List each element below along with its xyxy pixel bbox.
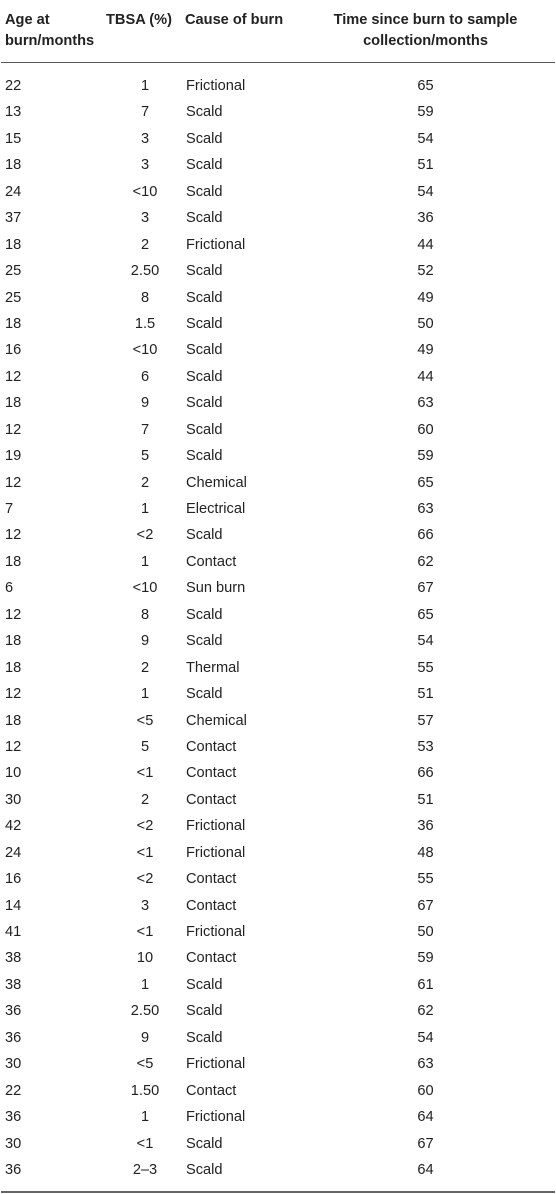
- cell-time: 67: [417, 580, 434, 597]
- cell-tbsa: 1: [140, 553, 150, 570]
- cell-age: 13: [5, 104, 22, 121]
- cell-cause: Scald: [186, 210, 223, 227]
- table-row: [1, 417, 555, 443]
- cell-tbsa: <2: [136, 871, 154, 888]
- cell-time: 63: [417, 1056, 434, 1073]
- cell-time: 51: [417, 686, 434, 703]
- cell-tbsa: <1: [136, 844, 154, 861]
- cell-tbsa: 7: [140, 104, 150, 121]
- cell-tbsa: 2: [140, 659, 150, 676]
- table-row: [1, 390, 555, 416]
- cell-time: 67: [417, 1135, 434, 1152]
- cell-cause: Scald: [186, 368, 223, 385]
- cell-age: 18: [5, 395, 22, 412]
- table-row: [1, 179, 555, 205]
- header-time-line1: Time since burn to sample: [333, 12, 518, 28]
- cell-cause: Scald: [186, 395, 223, 412]
- cell-age: 6: [5, 580, 14, 597]
- table-row: [1, 998, 555, 1024]
- cell-tbsa: 9: [140, 395, 150, 412]
- table-row: [1, 866, 555, 892]
- cell-age: 12: [5, 686, 22, 703]
- cell-time: 57: [417, 712, 434, 729]
- cell-tbsa: 6: [140, 368, 150, 385]
- table-row: [1, 681, 555, 707]
- cell-age: 36: [5, 1161, 22, 1178]
- cell-cause: Contact: [186, 738, 237, 755]
- cell-tbsa: 1: [140, 1109, 150, 1126]
- cell-tbsa: 3: [140, 210, 150, 227]
- cell-tbsa: 3: [140, 130, 150, 147]
- table-row: [1, 893, 555, 919]
- cell-tbsa: 5: [140, 448, 150, 465]
- cell-tbsa: 2.50: [130, 263, 160, 280]
- table-body: [1, 63, 555, 1183]
- header-time-line2: collection/months: [363, 33, 488, 49]
- cell-cause: Scald: [186, 104, 223, 121]
- cell-cause: Scald: [186, 448, 223, 465]
- cell-time: 59: [417, 448, 434, 465]
- table-row: [1, 919, 555, 945]
- table-row: [1, 575, 555, 601]
- burn-data-table: [1, 0, 555, 1193]
- cell-tbsa: 2: [140, 236, 150, 253]
- cell-cause: Scald: [186, 421, 223, 438]
- cell-age: 16: [5, 342, 22, 359]
- cell-tbsa: <5: [136, 712, 154, 729]
- table-row: [1, 470, 555, 496]
- table-row: [1, 840, 555, 866]
- cell-time: 55: [417, 871, 434, 888]
- table-row: [1, 945, 555, 971]
- table-row: [1, 760, 555, 786]
- cell-time: 65: [417, 78, 434, 94]
- table-row: [1, 1078, 555, 1104]
- cell-time: 65: [417, 474, 434, 491]
- cell-age: 12: [5, 606, 22, 623]
- table-row: [1, 972, 555, 998]
- table-bottom-rule: [1, 1191, 555, 1193]
- cell-time: 64: [417, 1161, 434, 1178]
- cell-cause: Scald: [186, 289, 223, 306]
- cell-cause: Contact: [186, 897, 237, 914]
- cell-time: 60: [417, 1082, 434, 1099]
- cell-age: 24: [5, 844, 22, 861]
- table-row: [1, 655, 555, 681]
- cell-tbsa: 2–3: [132, 1161, 158, 1178]
- cell-tbsa: <10: [132, 342, 158, 359]
- cell-age: 22: [5, 78, 22, 94]
- cell-cause: Scald: [186, 1003, 223, 1020]
- cell-tbsa: <2: [136, 818, 154, 835]
- table-row: [1, 258, 555, 284]
- table-row: [1, 813, 555, 839]
- header-age-line2: burn/months: [5, 33, 95, 49]
- cell-time: 49: [417, 342, 434, 359]
- cell-tbsa: 9: [140, 633, 150, 650]
- cell-cause: Chemical: [186, 712, 247, 729]
- cell-time: 59: [417, 950, 434, 967]
- cell-time: 44: [417, 236, 434, 253]
- cell-cause: Scald: [186, 130, 223, 147]
- cell-age: 18: [5, 712, 22, 729]
- cell-time: 62: [417, 553, 434, 570]
- table-row: [1, 496, 555, 522]
- cell-age: 12: [5, 474, 22, 491]
- cell-tbsa: 3: [140, 897, 150, 914]
- table-row: [1, 73, 555, 99]
- cell-age: 12: [5, 738, 22, 755]
- cell-tbsa: 2: [140, 474, 150, 491]
- cell-time: 50: [417, 315, 434, 332]
- cell-cause: Contact: [186, 791, 237, 808]
- table-row: [1, 1025, 555, 1051]
- header-age-line1: Age at: [5, 12, 50, 28]
- cell-time: 65: [417, 606, 434, 623]
- cell-age: 7: [5, 501, 14, 517]
- cell-age: 24: [5, 183, 22, 200]
- cell-cause: Contact: [186, 553, 237, 570]
- cell-tbsa: <2: [136, 527, 154, 544]
- cell-time: 61: [417, 976, 434, 993]
- cell-age: 19: [5, 448, 22, 465]
- cell-time: 66: [417, 527, 434, 544]
- cell-cause: Scald: [186, 633, 223, 650]
- cell-tbsa: 5: [140, 738, 150, 755]
- table-row: [1, 311, 555, 337]
- cell-cause: Contact: [186, 871, 237, 888]
- table-row: [1, 787, 555, 813]
- cell-age: 16: [5, 871, 22, 888]
- cell-cause: Scald: [186, 342, 223, 359]
- cell-age: 42: [5, 818, 22, 835]
- cell-age: 36: [5, 1029, 22, 1046]
- cell-cause: Sun burn: [186, 580, 246, 597]
- cell-time: 62: [417, 1003, 434, 1020]
- cell-cause: Frictional: [186, 236, 246, 253]
- cell-cause: Frictional: [186, 1109, 246, 1126]
- cell-time: 63: [417, 501, 434, 517]
- cell-tbsa: 1: [140, 686, 150, 703]
- cell-time: 67: [417, 897, 434, 914]
- cell-time: 53: [417, 738, 434, 755]
- table-row: [1, 285, 555, 311]
- table-row: [1, 364, 555, 390]
- cell-age: 30: [5, 1056, 22, 1073]
- cell-time: 64: [417, 1109, 434, 1126]
- cell-age: 36: [5, 1003, 22, 1020]
- cell-cause: Frictional: [186, 1056, 246, 1073]
- cell-time: 50: [417, 924, 434, 940]
- cell-cause: Contact: [186, 950, 237, 967]
- cell-age: 30: [5, 791, 22, 808]
- cell-cause: Scald: [186, 183, 223, 200]
- cell-tbsa: <10: [132, 183, 158, 200]
- cell-time: 49: [417, 289, 434, 306]
- cell-cause: Scald: [186, 976, 223, 993]
- cell-cause: Electrical: [186, 501, 246, 517]
- table-row: [1, 205, 555, 231]
- cell-time: 63: [417, 395, 434, 412]
- table-row: [1, 602, 555, 628]
- cell-tbsa: <10: [132, 580, 158, 597]
- cell-time: 54: [417, 130, 434, 147]
- cell-time: 44: [417, 368, 434, 385]
- header-age: [5, 10, 94, 52]
- cell-age: 41: [5, 924, 22, 940]
- cell-age: 12: [5, 368, 22, 385]
- cell-time: 54: [417, 1029, 434, 1046]
- cell-time: 55: [417, 659, 434, 676]
- cell-cause: Scald: [186, 157, 223, 174]
- cell-age: 18: [5, 315, 22, 332]
- header-time: [316, 10, 535, 52]
- cell-tbsa: 9: [140, 1029, 150, 1046]
- cell-age: 25: [5, 263, 22, 280]
- cell-time: 51: [417, 791, 434, 808]
- cell-tbsa: 8: [140, 606, 150, 623]
- table-row: [1, 708, 555, 734]
- cell-time: 54: [417, 633, 434, 650]
- cell-time: 51: [417, 157, 434, 174]
- cell-tbsa: 10: [136, 950, 154, 967]
- cell-cause: Chemical: [186, 474, 247, 491]
- cell-age: 37: [5, 210, 22, 227]
- cell-age: 18: [5, 157, 22, 174]
- cell-age: 14: [5, 897, 22, 914]
- header-cause: Cause of burn: [185, 12, 284, 28]
- cell-age: 18: [5, 236, 22, 253]
- cell-tbsa: 1: [140, 78, 150, 94]
- cell-tbsa: <1: [136, 1135, 154, 1152]
- cell-cause: Frictional: [186, 78, 246, 94]
- cell-time: 36: [417, 210, 434, 227]
- cell-time: 52: [417, 263, 434, 280]
- cell-age: 12: [5, 527, 22, 544]
- table-row: [1, 1131, 555, 1157]
- cell-tbsa: 1: [140, 501, 150, 517]
- cell-tbsa: <5: [136, 1056, 154, 1073]
- cell-tbsa: <1: [136, 765, 154, 782]
- cell-age: 15: [5, 130, 22, 147]
- table-header: [1, 0, 555, 62]
- cell-tbsa: 1.50: [130, 1082, 160, 1099]
- cell-tbsa: 1: [140, 976, 150, 993]
- cell-time: 54: [417, 183, 434, 200]
- table-row: [1, 126, 555, 152]
- cell-cause: Scald: [186, 527, 223, 544]
- cell-age: 22: [5, 1082, 22, 1099]
- cell-cause: Scald: [186, 606, 223, 623]
- cell-age: 18: [5, 633, 22, 650]
- table-row: [1, 549, 555, 575]
- table-row: [1, 1051, 555, 1077]
- cell-tbsa: 2.50: [130, 1003, 160, 1020]
- cell-cause: Frictional: [186, 844, 246, 861]
- cell-cause: Thermal: [186, 659, 240, 676]
- cell-tbsa: <1: [136, 924, 154, 940]
- cell-age: 30: [5, 1135, 22, 1152]
- cell-age: 18: [5, 659, 22, 676]
- cell-tbsa: 1.5: [134, 315, 156, 332]
- cell-cause: Scald: [186, 686, 223, 703]
- cell-cause: Scald: [186, 315, 223, 332]
- cell-cause: Scald: [186, 263, 223, 280]
- cell-cause: Frictional: [186, 818, 246, 835]
- header-tbsa: TBSA (%): [106, 12, 172, 28]
- cell-cause: Contact: [186, 765, 237, 782]
- cell-time: 66: [417, 765, 434, 782]
- table-row: [1, 99, 555, 125]
- cell-tbsa: 8: [140, 289, 150, 306]
- cell-age: 38: [5, 950, 22, 967]
- cell-tbsa: 3: [140, 157, 150, 174]
- table-row: [1, 628, 555, 654]
- cell-age: 25: [5, 289, 22, 306]
- cell-cause: Frictional: [186, 924, 246, 940]
- cell-cause: Scald: [186, 1161, 223, 1178]
- cell-tbsa: 7: [140, 421, 150, 438]
- cell-age: 10: [5, 765, 22, 782]
- cell-time: 60: [417, 421, 434, 438]
- cell-time: 36: [417, 818, 434, 835]
- cell-cause: Contact: [186, 1082, 237, 1099]
- table-row: [1, 337, 555, 363]
- table-row: [1, 734, 555, 760]
- table-row: [1, 232, 555, 258]
- table-row: [1, 1157, 555, 1183]
- cell-age: 38: [5, 976, 22, 993]
- cell-tbsa: 2: [140, 791, 150, 808]
- cell-cause: Scald: [186, 1135, 223, 1152]
- cell-time: 48: [417, 844, 434, 861]
- cell-age: 36: [5, 1109, 22, 1126]
- table-row: [1, 152, 555, 178]
- cell-age: 12: [5, 421, 22, 438]
- cell-cause: Scald: [186, 1029, 223, 1046]
- table-row: [1, 1104, 555, 1130]
- table-row: [1, 522, 555, 548]
- table-row: [1, 443, 555, 469]
- cell-age: 18: [5, 553, 22, 570]
- cell-time: 59: [417, 104, 434, 121]
